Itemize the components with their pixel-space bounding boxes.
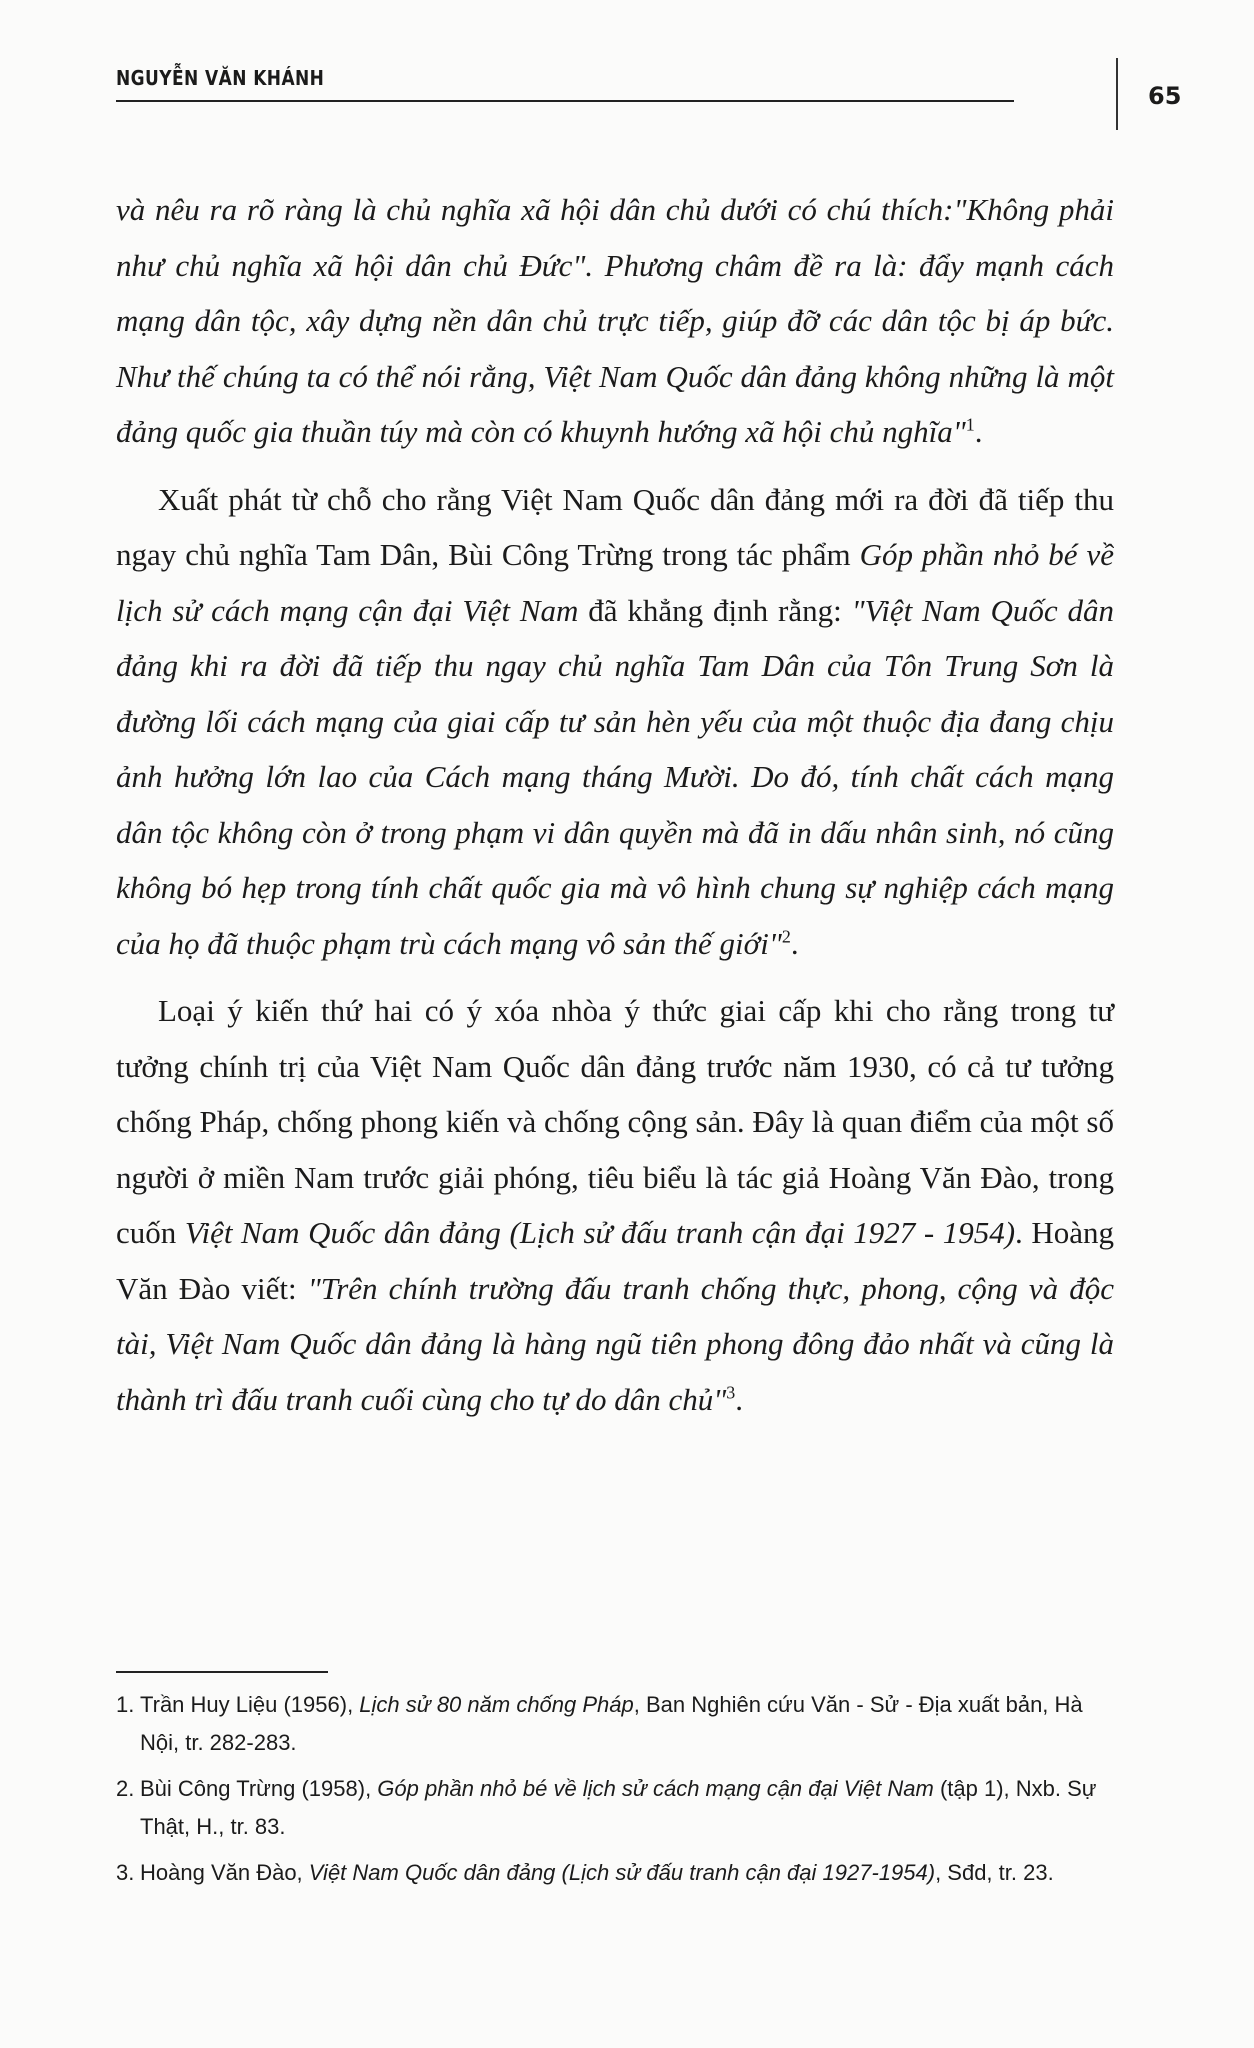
paragraph-3 bbox=[116, 983, 1114, 1427]
run: (tập 1), Nxb. Sự Thật, H., tr. 83. bbox=[140, 1776, 1097, 1839]
footnotes bbox=[116, 1686, 1114, 1900]
body-text bbox=[116, 182, 1114, 1427]
cited-title: Góp phần nhỏ bé về lịch sử cách mạng cận đại Việt Nam bbox=[377, 1776, 934, 1801]
run: , Sđd, tr. 23. bbox=[935, 1860, 1054, 1885]
run: Xuất phát từ chỗ cho rằng Việt Nam Quốc dân đảng mới ra đời đã tiếp thu ngay chủ nghĩa Tam Dân, Bùi Công Trừng trong tác phẩm bbox=[116, 481, 1114, 572]
page-number: 65 bbox=[1148, 82, 1182, 110]
header-rule bbox=[116, 100, 1014, 102]
run: Loại ý kiến thứ hai có ý xóa nhòa ý thức giai cấp khi cho rằng trong tư tưởng chính trị của Việt Nam Quốc dân đảng trước năm 1930, có cả tư tưởng chống Pháp, chống phong kiến và chống cộng sản. Đây là quan điểm của một số người ở miền Nam trước giải phóng, tiêu biểu là tác giả Hoàng Văn Đào, trong cuốn bbox=[116, 993, 1114, 1250]
run: , Ban Nghiên cứu Văn - Sử - Địa xuất bản, Hà Nội, tr. 282-283. bbox=[140, 1692, 1083, 1755]
footnote-ref-3: 3 bbox=[726, 1382, 736, 1403]
footnote-number: 1. bbox=[116, 1692, 135, 1717]
quotation: "Trên chính trường đấu tranh chống thực, phong, cộng và độc tài, Việt Nam Quốc dân đảng là hàng ngũ tiên phong đông đảo nhất và cũng là thành trì đấu tranh cuối cùng cho tự do dân chủ" bbox=[116, 1270, 1115, 1417]
paragraph-2 bbox=[116, 472, 1114, 972]
run: Trần Huy Liệu (1956), bbox=[140, 1692, 360, 1717]
footnote-text bbox=[140, 1854, 1114, 1892]
run: . bbox=[735, 1381, 744, 1417]
footnote-3 bbox=[116, 1854, 1114, 1892]
run: và nêu ra rõ ràng là chủ nghĩa xã hội dân chủ dưới có chú thích:"Không phải như chủ nghĩa xã hội dân chủ Đức". Phương châm đề ra là: đẩy mạnh cách mạng dân tộc, xây dựng nền dân chủ trực tiếp, giúp đỡ các dân tộc bị áp bức. Như thế chúng ta có thể nói rằng, Việt Nam Quốc dân đảng không những là một đảng quốc gia thuần túy mà còn có khuynh hướng xã hội chủ nghĩa" bbox=[116, 192, 1114, 449]
footnote-2 bbox=[116, 1770, 1114, 1846]
footnote-text bbox=[140, 1686, 1114, 1762]
header-vertical-rule bbox=[1116, 58, 1118, 130]
footnote-number: 2. bbox=[116, 1776, 135, 1801]
run: Bùi Công Trừng (1958), bbox=[140, 1776, 378, 1801]
quotation: "Việt Nam Quốc dân đảng khi ra đời đã tiếp thu ngay chủ nghĩa Tam Dân của Tôn Trung Sơn là đường lối cách mạng của giai cấp tư sản hèn yếu của một thuộc địa đang chịu ảnh hưởng lớn lao của Cách mạng tháng Mười. Do đó, tính chất cách mạng dân tộc không còn ở trong phạm vi dân quyền mà đã in dấu nhân sinh, nó cũng không bó hẹp trong tính chất quốc gia mà vô hình chung sự nghiệp cách mạng của họ đã thuộc phạm trù cách mạng vô sản thế giới" bbox=[116, 592, 1114, 961]
book-title: Góp phần nhỏ bé về lịch sử cách mạng cận đại Việt Nam bbox=[116, 537, 1114, 628]
run: Hoàng Văn Đào, bbox=[140, 1860, 309, 1885]
book-title: Việt Nam Quốc dân đảng (Lịch sử đấu tranh cận đại 1927 - 1954) bbox=[184, 1215, 1016, 1250]
footnote-ref-2: 2 bbox=[781, 926, 791, 947]
run: đã khẳng định rằng: bbox=[578, 592, 852, 628]
footnote-ref-1: 1 bbox=[965, 414, 975, 435]
run: . bbox=[974, 414, 983, 449]
paragraph-1 bbox=[116, 182, 1114, 460]
cited-title: Lịch sử 80 năm chống Pháp bbox=[359, 1692, 634, 1717]
footnote-text bbox=[140, 1770, 1114, 1846]
run: . Hoàng Văn Đào viết: bbox=[116, 1215, 1115, 1306]
running-head-author: NGUYỄN VĂN KHÁNH bbox=[116, 66, 325, 90]
cited-title: Việt Nam Quốc dân đảng (Lịch sử đấu tranh cận đại 1927-1954) bbox=[308, 1860, 936, 1885]
footnote-number: 3. bbox=[116, 1860, 135, 1885]
run: . bbox=[790, 925, 799, 961]
footnote-rule bbox=[116, 1671, 328, 1673]
footnote-1 bbox=[116, 1686, 1114, 1762]
running-header bbox=[116, 66, 1016, 106]
